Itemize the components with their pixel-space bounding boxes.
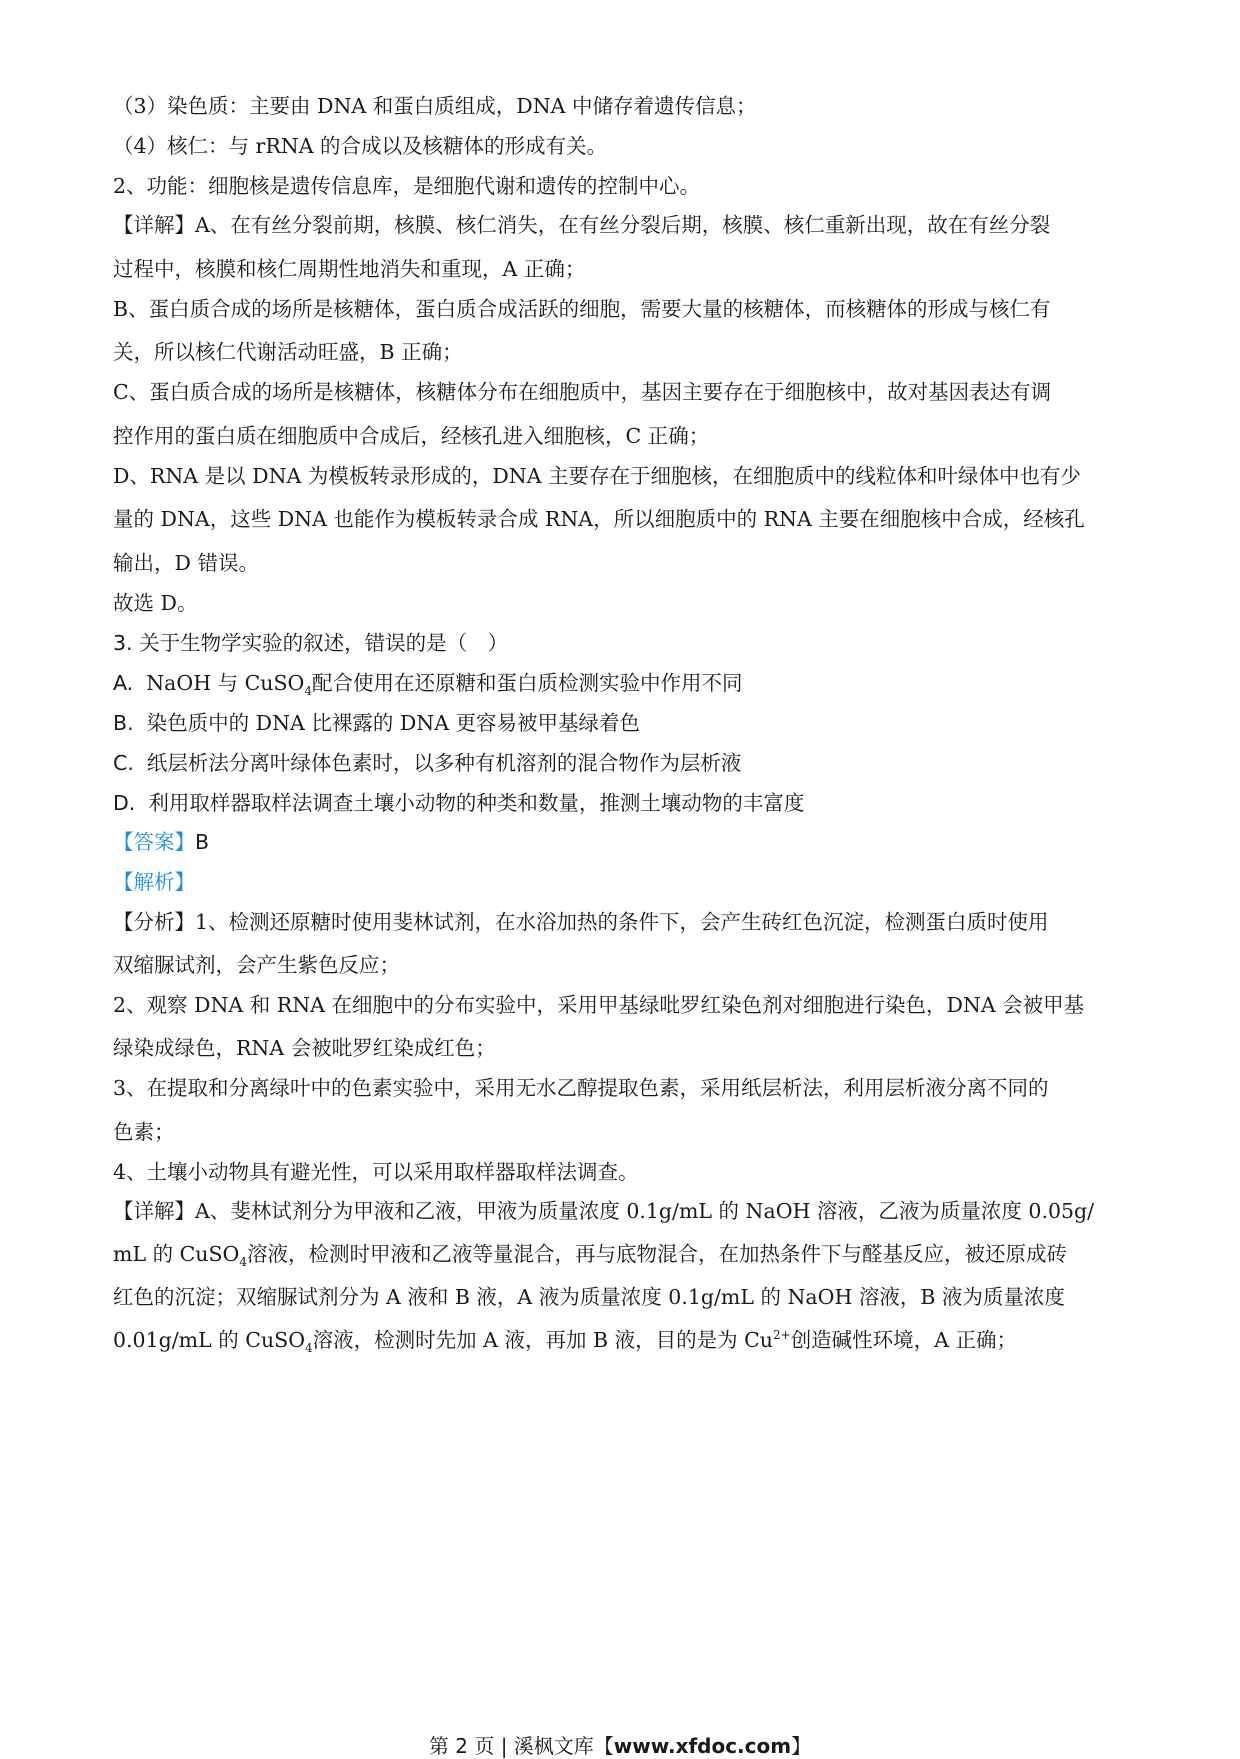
text-line: 绿染成绿色，RNA 会被吡罗红染成红色； [113,1036,496,1060]
text-line: mL 的 CuSO$_4$溶液，检测时甲液和乙液等量混合，再与底物混合，在加热条件下与醛基反应，被还原成砖 [113,1242,1067,1270]
option-c: C. 纸层析法分离叶绿体色素时，以多种有机溶剂的混合物作为层析液 [113,751,742,775]
text-line: B、蛋白质合成的场所是核糖体，蛋白质合成活跃的细胞，需要大量的核糖体，而核糖体的形成与核仁有 [113,297,1051,321]
text-line: 关，所以核仁代谢活动旺盛，B 正确； [113,340,463,364]
text-line: 【详解】A、在有丝分裂前期，核膜、核仁消失，在有丝分裂后期，核膜、核仁重新出现，故在有丝分裂 [113,213,1051,237]
question-text: 关于生物学实验的叙述，错误的是（ ） [139,631,509,655]
text-line: 色素； [113,1120,175,1144]
text-line: 3、在提取和分离绿叶中的色素实验中，采用无水乙醇提取色素，采用纸层析法，利用层析液分离不同的 [113,1076,1049,1100]
text-line: 2、功能：细胞核是遗传信息库，是细胞代谢和遗传的控制中心。 [113,174,701,198]
text-line: 4、土壤小动物具有避光性，可以采用取样器取样法调查。 [113,1160,639,1184]
text-line: （3）染色质：主要由 DNA 和蛋白质组成，DNA 中储存着遗传信息； [113,94,757,118]
text-line: C、蛋白质合成的场所是核糖体，核糖体分布在细胞质中，基因主要存在于细胞核中，故对基因表达有调 [113,380,1052,404]
text-line: 量的 DNA，这些 DNA 也能作为模板转录合成 RNA，所以细胞质中的 RNA 主要在细胞核中合成，经核孔 [113,507,1085,531]
text-line: 2、观察 DNA 和 RNA 在细胞中的分布实验中，采用甲基绿吡罗红染色剂对细胞进行染色，DNA 会被甲基 [113,993,1085,1017]
text-line: 过程中，核膜和核仁周期性地消失和重现，A 正确； [113,257,586,281]
text-line: 【分析】1、检测还原糖时使用斐林试剂，在水浴加热的条件下，会产生砖红色沉淀，检测蛋白质时使用 [113,910,1049,934]
text-line: 故选 D。 [113,591,198,615]
question-number: 3. [113,631,133,655]
text-line: D、RNA 是以 DNA 为模板转录形成的，DNA 主要存在于细胞核，在细胞质中的线粒体和叶绿体中也有少 [113,464,1082,488]
option-b: B. 染色质中的 DNA 比裸露的 DNA 更容易被甲基绿着色 [113,711,641,735]
text-line: 【详解】A、斐林试剂分为甲液和乙液，甲液为质量浓度 0.1g/mL 的 NaOH 溶液，乙液为质量浓度 0.05g/ [113,1199,1095,1223]
answer-label: 【答案】 [113,830,195,854]
option-a: A. NaOH 与 CuSO$_4$配合使用在还原糖和蛋白质检测实验中作用不同 [113,671,743,699]
text-line: 控作用的蛋白质在细胞质中合成后，经核孔进入细胞核，C 正确； [113,424,710,448]
analysis-label: 【解析】 [113,870,195,894]
option-b-label: B. [113,711,134,735]
text-line: 输出，D 错误。 [113,551,259,575]
text-line: 红色的沉淀；双缩脲试剂分为 A 液和 B 液，A 液为质量浓度 0.1g/mL 的 NaOH 溶液，B 液为质量浓度 [113,1285,1065,1309]
page-number: 2 [455,1734,468,1758]
text-line: （4）核仁：与 rRNA 的合成以及核糖体的形成有关。 [113,134,608,158]
answer-line [113,832,1130,853]
question-stem [113,633,1130,654]
option-a-label: A. [113,671,134,695]
option-d: D. 利用取样器取样法调查土壤小动物的种类和数量，推测土壤动物的丰富度 [113,791,805,815]
site-link[interactable]: www.xfdoc.com [613,1734,792,1758]
text-line: 双缩脲试剂，会产生紫色反应； [113,953,400,977]
page-footer: 第 2 页 | 溪枫文库【www.xfdoc.com】 [428,1734,812,1758]
answer-value: B [195,830,210,854]
option-d-label: D. [113,791,136,815]
text-line: 0.01g/mL 的 CuSO$_4$溶液，检测时先加 A 液，再加 B 液，目的是为 $Cu^{2+}$创造碱性环境，A 正确； [113,1328,1018,1356]
option-c-label: C. [113,751,134,775]
